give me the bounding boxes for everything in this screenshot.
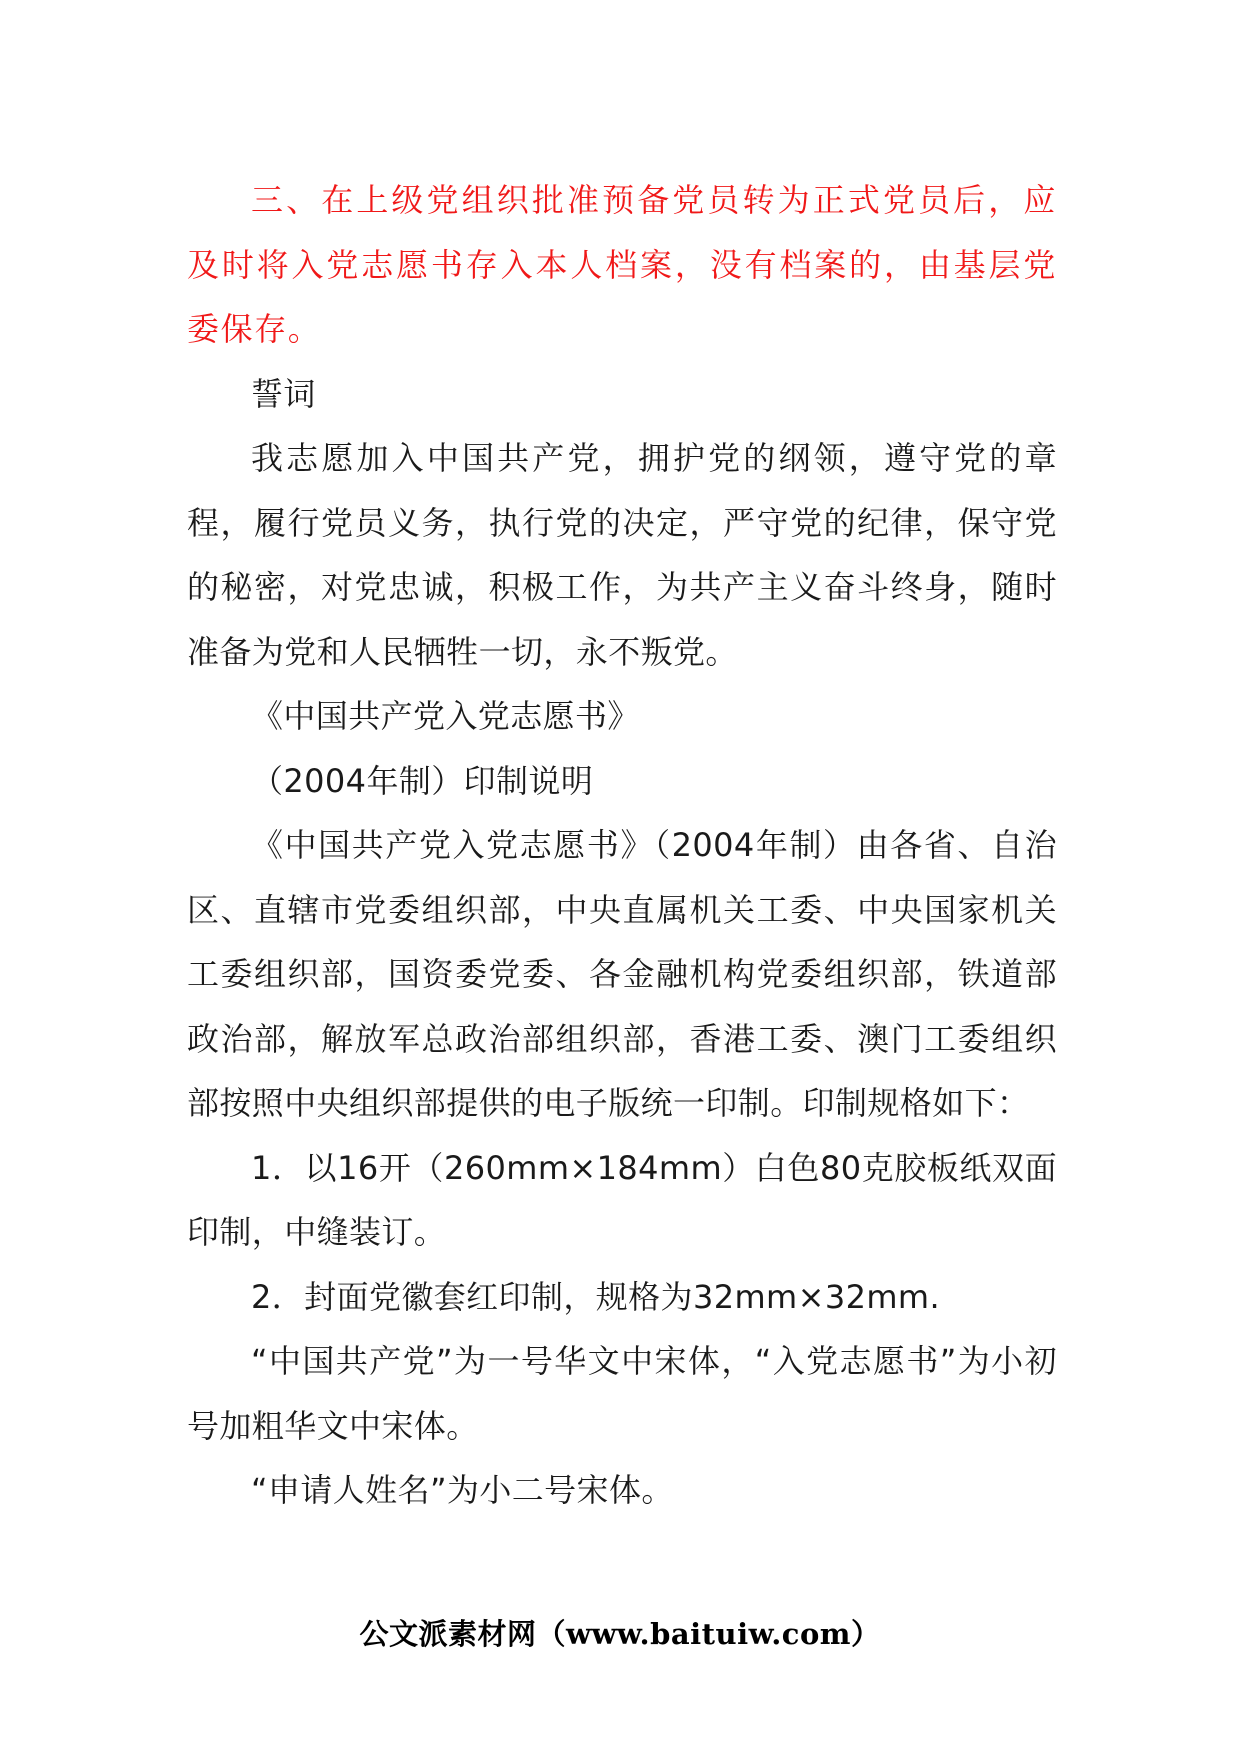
paragraph-oath-heading: 誓词 xyxy=(251,374,316,413)
paragraph-spec-applicant: “申请人姓名”为小二号宋体。 xyxy=(251,1471,674,1509)
paragraph-archive-instruction: 三、在上级党组织批准预备党员转为正式党员后，应及时将入党志愿书存入本人档案，没有档案的，由基层党委保存。 xyxy=(187,181,1057,348)
paragraph-book-title: 《中国共产党入党志愿书》 xyxy=(251,697,640,735)
document-body xyxy=(187,168,1057,1523)
paragraph-spec-1: 1．以16开（260mm×184mm）白色80克胶板纸双面印制，中缝装订。 xyxy=(187,1148,1057,1251)
paragraph-printing-intro: 《中国共产党入党志愿书》（2004年制）由各省、自治区、直辖市党委组织部，中央直属机关工委、中央国家机关工委组织部，国资委党委、各金融机构党委组织部，铁道部政治部，解放军总政治部组织部，香港工委、澳门工委组织部按照中央组织部提供的电子版统一印制。印制规格如下： xyxy=(187,826,1057,1122)
paragraph-spec-2: 2．封面党徽套红印制，规格为32mm×32mm. xyxy=(251,1277,941,1316)
paragraph-oath-text: 我志愿加入中国共产党，拥护党的纲领，遵守党的章程，履行党员义务，执行党的决定，严守党的纪律，保守党的秘密，对党忠诚，积极工作，为共产主义奋斗终身，随时准备为党和人民牺牲一切，永不叛党。 xyxy=(187,439,1057,671)
paragraph-spec-fonts: “中国共产党”为一号华文中宋体，“入党志愿书”为小初号加粗华文中宋体。 xyxy=(187,1342,1057,1445)
footer-watermark: 公文派素材网（www.baituiw.com） xyxy=(359,1617,881,1651)
paragraph-printing-heading: （2004年制）印制说明 xyxy=(251,761,594,800)
